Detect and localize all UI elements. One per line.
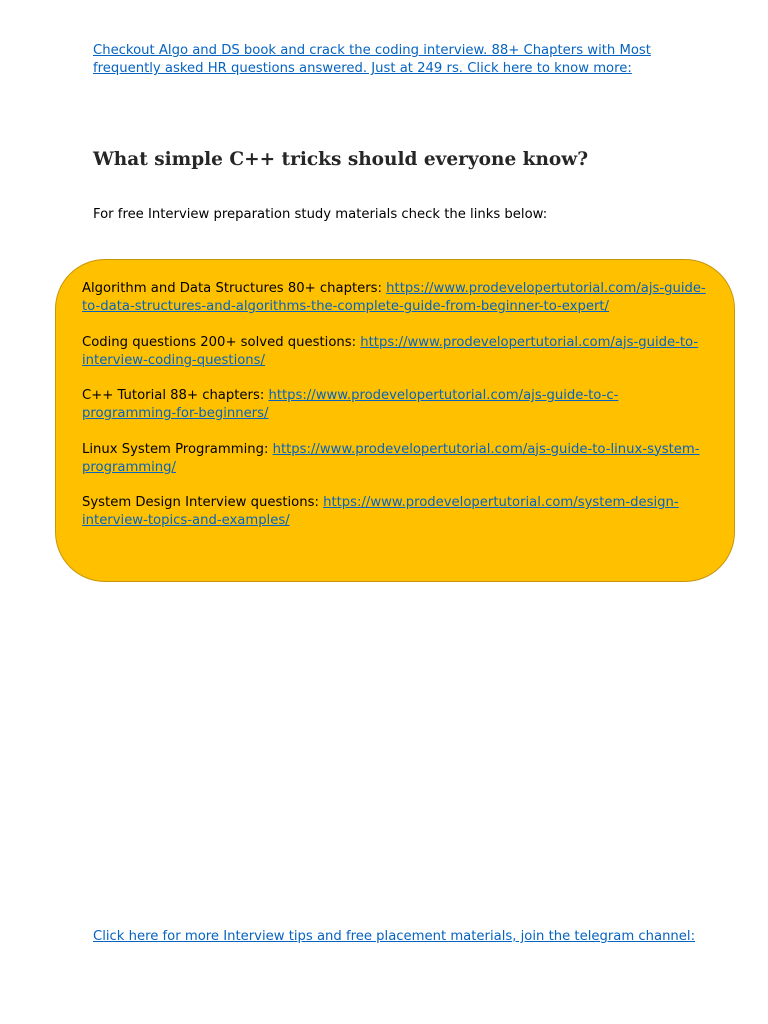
resource-label: System Design Interview questions: bbox=[82, 495, 324, 510]
resource-item-linux-programming bbox=[82, 441, 710, 477]
resource-item-system-design bbox=[82, 494, 710, 530]
resource-label: Algorithm and Data Structures 80+ chapters: bbox=[82, 281, 387, 296]
resource-label: Linux System Programming: bbox=[82, 441, 273, 457]
resource-item-algorithms bbox=[82, 280, 710, 316]
intro-text: For free Interview preparation study materials check the links below: bbox=[93, 207, 548, 222]
resource-label: Coding questions 200+ solved questions: bbox=[82, 334, 361, 350]
telegram-channel-link[interactable]: Click here for more Interview tips and free placement materials, join the telegram channel: bbox=[93, 929, 696, 944]
resource-item-cpp-tutorial bbox=[82, 387, 710, 423]
resources-box bbox=[55, 259, 735, 582]
page-title: What simple C++ tricks should everyone know? bbox=[93, 149, 589, 170]
resource-label: C++ Tutorial 88+ chapters: bbox=[82, 388, 269, 403]
book-promo-link[interactable]: Checkout Algo and DS book and crack the coding interview. 88+ Chapters with Most frequently asked HR questions answered. Just at 249 rs. Click here to know more: bbox=[93, 43, 651, 76]
resource-link-algorithms[interactable]: https://www.prodevelopertutorial.com/ajs-guide-to-data-structures-and-algorithms-the-complete-guide-from-beginner-to-expert/ bbox=[82, 281, 706, 314]
resource-link-linux-programming[interactable]: https://www.prodevelopertutorial.com/ajs-guide-to-linux-system-programming/ bbox=[82, 441, 700, 475]
resource-link-cpp-tutorial[interactable]: https://www.prodevelopertutorial.com/ajs-guide-to-c-programming-for-beginners/ bbox=[82, 388, 619, 421]
resource-item-coding-questions bbox=[82, 334, 710, 370]
resource-link-system-design[interactable]: https://www.prodevelopertutorial.com/system-design-interview-topics-and-examples/ bbox=[82, 495, 679, 528]
resource-link-coding-questions[interactable]: https://www.prodevelopertutorial.com/ajs-guide-to-interview-coding-questions/ bbox=[82, 334, 699, 368]
